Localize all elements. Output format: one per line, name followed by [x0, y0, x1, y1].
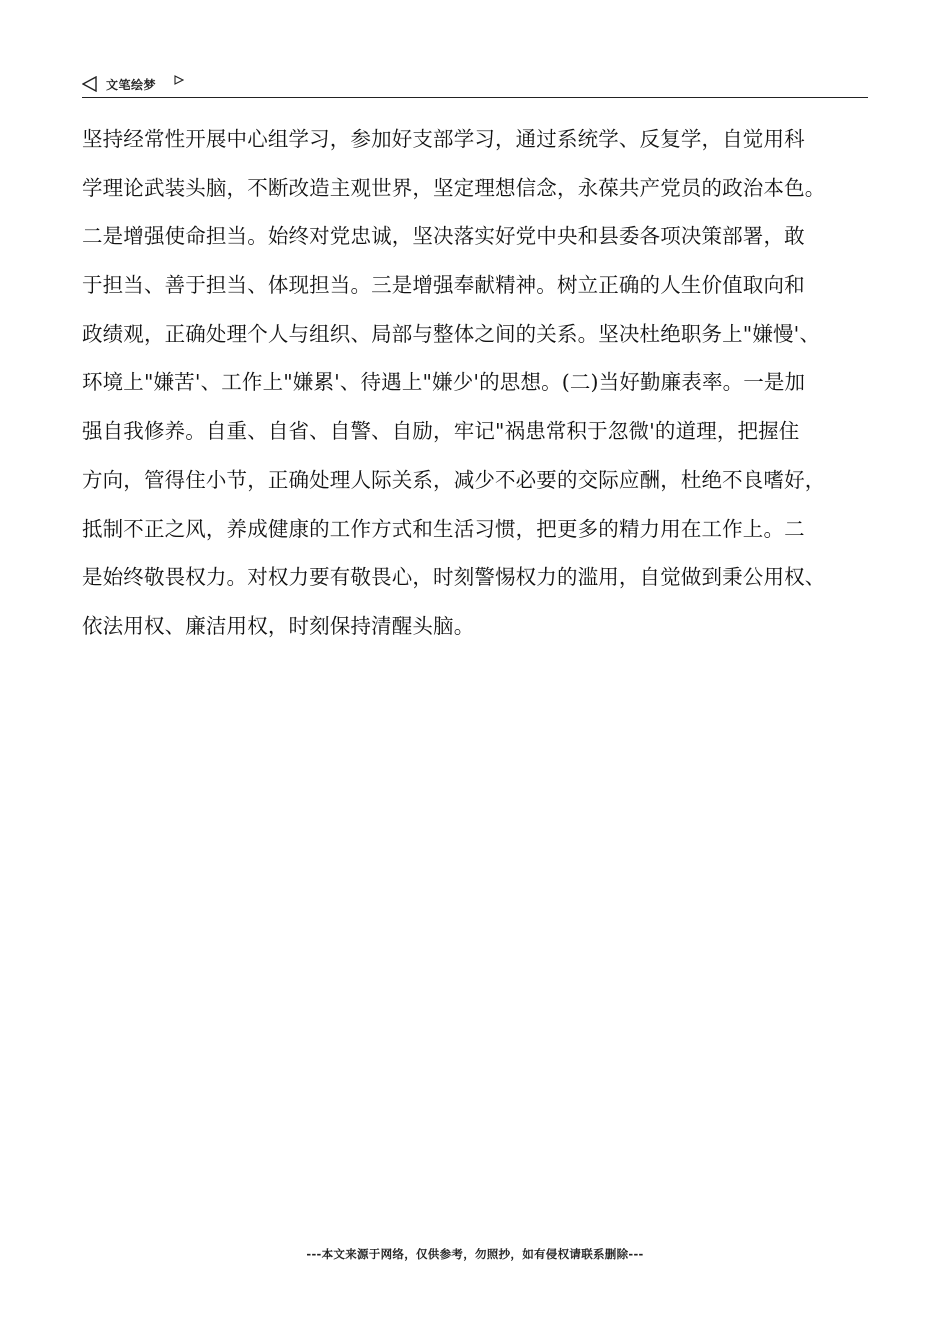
body-line: 方向，管得住小节，正确处理人际关系，减少不必要的交际应酬，杜绝不良嗜好，	[82, 467, 826, 492]
body-line: 二是增强使命担当。始终对党忠诚，坚决落实好党中央和县委各项决策部署，敢	[82, 224, 805, 249]
body-line: 抵制不正之风，养成健康的工作方式和生活习惯，把更多的精力用在工作上。二	[82, 516, 805, 541]
body-line: 政绩观，正确处理个人与组织、局部与整体之间的关系。坚决杜绝职务上"嫌慢'、	[82, 321, 821, 346]
body-line: 于担当、善于担当、体现担当。三是增强奉献精神。树立正确的人生价值取向和	[82, 273, 805, 298]
body-line: 依法用权、廉洁用权，时刻保持清醒头脑。	[82, 613, 475, 638]
triangle-right-icon	[174, 75, 184, 85]
body-line: 环境上"嫌苦'、工作上"嫌累'、待遇上"嫌少'的思想。(二)当好勤廉表率。一是加	[82, 370, 806, 395]
page-footer: ---本文来源于网络，仅供参考，勿照抄，如有侵权请联系删除---	[306, 1247, 644, 1261]
body-line: 学理论武装头脑，不断改造主观世界，坚定理想信念，永葆共产党员的政治本色。	[82, 175, 826, 200]
body-line: 是始终敬畏权力。对权力要有敬畏心，时刻警惕权力的滥用，自觉做到秉公用权、	[82, 565, 826, 590]
body-line: 坚持经常性开展中心组学习，参加好支部学习，通过系统学、反复学，自觉用科	[82, 127, 805, 151]
document-body	[82, 120, 882, 656]
header-title: 文笔绘梦	[106, 78, 157, 92]
triangle-left-icon	[82, 76, 98, 92]
body-line: 强自我修养。自重、自省、自警、自励，牢记"祸患常积于忽微'的道理，把握住	[82, 419, 800, 444]
page-header	[82, 72, 868, 98]
